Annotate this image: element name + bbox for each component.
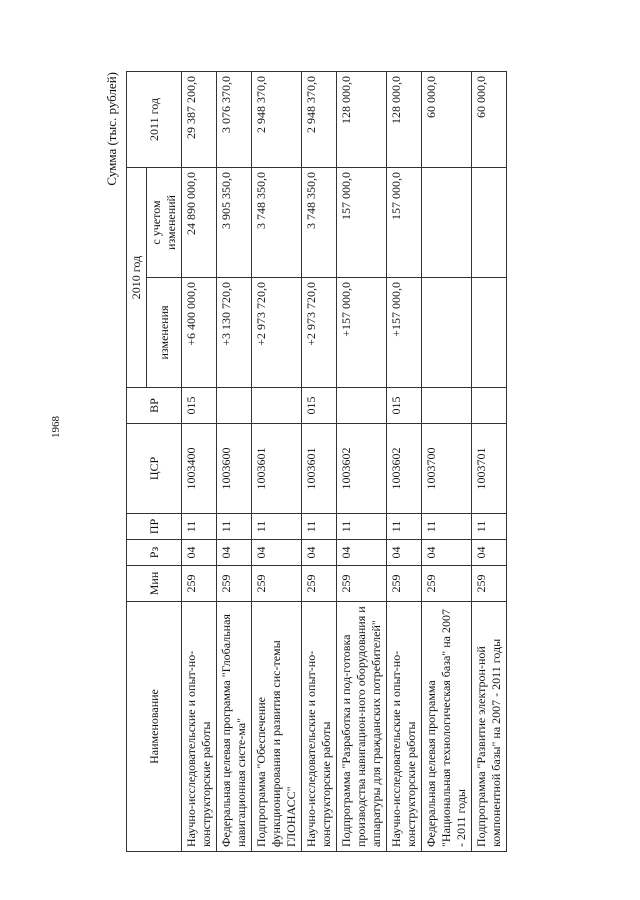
row-changes — [472, 278, 507, 388]
row-min: 259 — [217, 566, 252, 602]
row-vr: 015 — [387, 388, 422, 424]
row-year-2011: 128 000,0 — [337, 71, 387, 167]
row-vr — [472, 388, 507, 424]
document-body — [104, 72, 574, 852]
row-vr: 015 — [302, 388, 337, 424]
row-name: Федеральная целевая программа "Национальная технологическая база" на 2007 - 2011 годы — [422, 602, 472, 852]
row-with-changes: 157 000,0 — [387, 167, 422, 277]
table-row — [252, 71, 302, 851]
row-rz: 04 — [182, 540, 217, 566]
row-pr: 11 — [302, 514, 337, 540]
row-with-changes: 3 748 350,0 — [252, 167, 302, 277]
row-min: 259 — [337, 566, 387, 602]
row-csr: 1003602 — [337, 424, 387, 514]
row-year-2011: 3 076 370,0 — [217, 71, 252, 167]
row-year-2011: 60 000,0 — [472, 71, 507, 167]
row-pr: 11 — [252, 514, 302, 540]
row-csr: 1003602 — [387, 424, 422, 514]
row-csr: 1003600 — [217, 424, 252, 514]
units-caption: Сумма (тыс. рублей) — [104, 72, 119, 186]
row-rz: 04 — [387, 540, 422, 566]
row-min: 259 — [252, 566, 302, 602]
row-pr: 11 — [422, 514, 472, 540]
row-with-changes: 3 905 350,0 — [217, 167, 252, 277]
row-rz: 04 — [472, 540, 507, 566]
row-rz: 04 — [217, 540, 252, 566]
row-vr — [217, 388, 252, 424]
row-rz: 04 — [337, 540, 387, 566]
row-name: Подпрограмма "Обеспечение функционирования и развития сис-темы ГЛОНАСС" — [252, 602, 302, 852]
row-name: Научно-исследовательские и опыт-но-конструкторские работы — [387, 602, 422, 852]
row-pr: 11 — [182, 514, 217, 540]
row-name: Подпрограмма "Развитие электрон-ной компонентной базы" на 2007 - 2011 годы — [472, 602, 507, 852]
row-with-changes: 3 748 350,0 — [302, 167, 337, 277]
header-min: Мин — [127, 566, 182, 602]
row-min: 259 — [302, 566, 337, 602]
row-vr — [337, 388, 387, 424]
row-changes — [422, 278, 472, 388]
row-pr: 11 — [217, 514, 252, 540]
page-number: 1968 — [50, 416, 62, 438]
row-with-changes — [422, 167, 472, 277]
header-vr: ВР — [127, 388, 182, 424]
row-min: 259 — [422, 566, 472, 602]
row-rz: 04 — [252, 540, 302, 566]
row-year-2011: 2 948 370,0 — [302, 71, 337, 167]
row-csr: 1003701 — [472, 424, 507, 514]
row-min: 259 — [182, 566, 217, 602]
row-name: Научно-исследовательские и опыт-но-конструкторские работы — [182, 602, 217, 852]
row-pr: 11 — [472, 514, 507, 540]
table-row — [472, 71, 507, 851]
header-changes: изменения — [147, 278, 182, 388]
table-row — [182, 71, 217, 851]
table-row — [337, 71, 387, 851]
row-csr: 1003601 — [302, 424, 337, 514]
row-csr: 1003400 — [182, 424, 217, 514]
row-year-2011: 60 000,0 — [422, 71, 472, 167]
row-changes: +2 973 720,0 — [302, 278, 337, 388]
row-year-2011: 2 948 370,0 — [252, 71, 302, 167]
row-name: Научно-исследовательские и опыт-но-конструкторские работы — [302, 602, 337, 852]
row-with-changes — [472, 167, 507, 277]
budget-table — [126, 71, 507, 852]
table-row — [387, 71, 422, 851]
row-min: 259 — [387, 566, 422, 602]
header-year-2011: 2011 год — [127, 71, 182, 167]
row-changes: +3 130 720,0 — [217, 278, 252, 388]
row-csr: 1003700 — [422, 424, 472, 514]
row-rz: 04 — [302, 540, 337, 566]
table-row — [217, 71, 252, 851]
row-rz: 04 — [422, 540, 472, 566]
row-year-2011: 29 387 200,0 — [182, 71, 217, 167]
row-changes: +157 000,0 — [387, 278, 422, 388]
row-min: 259 — [472, 566, 507, 602]
row-with-changes: 157 000,0 — [337, 167, 387, 277]
row-year-2011: 128 000,0 — [387, 71, 422, 167]
row-pr: 11 — [337, 514, 387, 540]
header-name: Наименование — [127, 602, 182, 852]
header-with-changes: с учетом изменений — [147, 167, 182, 277]
row-csr: 1003601 — [252, 424, 302, 514]
row-vr: 015 — [182, 388, 217, 424]
row-name: Подпрограмма "Разработка и под-готовка производства навигацион-ного оборудования и аппаратуры для гражданских потребителей" — [337, 602, 387, 852]
header-year-2010: 2010 год — [127, 167, 147, 387]
row-vr — [252, 388, 302, 424]
table-row — [422, 71, 472, 851]
row-changes: +6 400 000,0 — [182, 278, 217, 388]
row-pr: 11 — [387, 514, 422, 540]
table-row — [302, 71, 337, 851]
row-name: Федеральная целевая программа "Глобальная навигационная систе-ма" — [217, 602, 252, 852]
row-vr — [422, 388, 472, 424]
row-with-changes: 24 890 000,0 — [182, 167, 217, 277]
row-changes: +157 000,0 — [337, 278, 387, 388]
header-csr: ЦСР — [127, 424, 182, 514]
row-changes: +2 973 720,0 — [252, 278, 302, 388]
header-rz: Рз — [127, 540, 182, 566]
header-pr: ПР — [127, 514, 182, 540]
